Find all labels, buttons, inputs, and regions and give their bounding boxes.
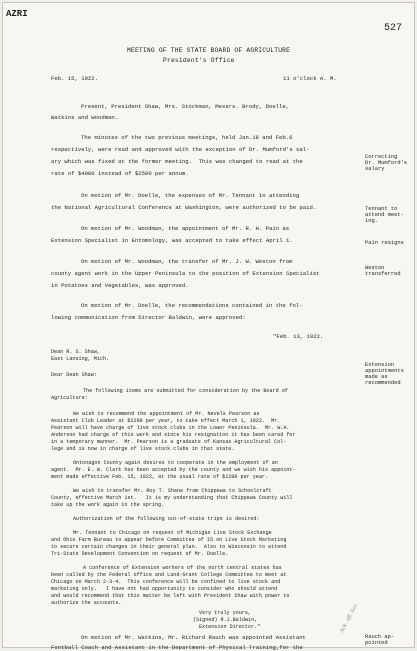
margin-note: Correcting (365, 154, 398, 160)
text-line: Authorization of the following out-of-state trips is desired: (73, 516, 260, 522)
letter-signature: (Signed) R.J.Baldwin, (193, 617, 258, 623)
meeting-title: MEETING OF THE STATE BOARD OF AGRICULTURE (127, 47, 291, 54)
text-line: Watkins and Woodman. (51, 114, 119, 121)
page-number: 527 (384, 23, 403, 34)
text-line: lowing communication from Director Baldwin, were approved: (51, 314, 246, 321)
meeting-time: 11 o'clock A. M. (283, 75, 337, 82)
meeting-date: Feb. 15, 1922. (51, 75, 98, 82)
text-line: marketing only. I have not had opportunity to consider who should attend (51, 586, 278, 592)
text-line: County, effective March 1st. It is my understanding that Chippewa County will (51, 495, 293, 501)
margin-note: Rauch ap- (365, 634, 395, 640)
text-line: Assistant Club Leader at $2200 per year, to take effect March 1, 1922. Mr. (51, 418, 281, 424)
text-line: Ontonagon County again desires to cooperate in the employment of an (73, 460, 278, 466)
text-line: Mr. Tennant to Chicago on request of Michigan Live Stock Exchange (73, 530, 272, 536)
letter-addressee: Dean R. S. Shaw, (51, 349, 100, 355)
text-line: ment made effective Feb. 15, 1922, at the usual rate of $1200 per year. (51, 474, 269, 480)
text-line: On motion of Mr. Woodman, the transfer of Mr. J. W. Weston from (81, 258, 293, 265)
text-line: The minutes of the two previous meetings, held Jan.18 and Feb.6 (81, 134, 293, 141)
office-subtitle: President's Office (163, 57, 235, 64)
margin-note: Dr. Mumford's (365, 160, 408, 166)
text-line: in Potatoes and Vegetables, was approved. (51, 282, 189, 289)
text-line: Pearson will have charge of live stock clubs in the Lower Peninsula. Mr. W.A. (51, 425, 290, 431)
text-line: and Ohio Farm Bureau to appear before Committee of 15 on Live Stock Marketing (51, 537, 287, 543)
letter-closing: Very truly yours, (199, 610, 251, 616)
text-line: Agriculture: (51, 395, 88, 401)
margin-note: made as (365, 374, 388, 380)
text-line: county agent work in the Upper Peninsula to the position of Extension Specialist (51, 270, 320, 277)
corner-label: AZRI (6, 9, 28, 19)
margin-note: transferred (365, 271, 401, 277)
margin-note: Weston (365, 265, 385, 271)
text-line: We wish to recommend the appointment of Mr. Nevels Pearson as (73, 411, 260, 417)
text-line: respectively, were read and approved with the exception of Dr. Mumford's sal- (51, 146, 310, 153)
text-line: Football Coach and Assistant in the Department of Physical Training,for the (51, 644, 303, 651)
text-line: the National Agricultural Conference at Washington, were authorized to be paid. (51, 204, 317, 211)
minutes-page (2, 2, 415, 651)
text-line: Anderson had charge of this work and since his resignation it has been cared for (51, 432, 296, 438)
text-line: agent. Mr. E. W. Clark has been accepted by the county and we wish his appoint- (51, 467, 296, 473)
margin-note: attend meet- (365, 212, 404, 218)
text-line: and would recommend that this matter be left with President Shaw with power to (51, 593, 290, 599)
text-line: Tri-State Development Convention on request of Mr. Doelle. (51, 551, 229, 557)
text-line: ary which was fixed at the former meeting. This was changed to read at the (51, 158, 303, 165)
margin-note: salary (365, 166, 385, 172)
text-line: in a temporary manner. Mr. Pearson is a graduate of Kansas Agricultural Col- (51, 439, 287, 445)
text-line: authorize the accounts. (51, 600, 122, 606)
margin-note: appointments (365, 368, 404, 374)
text-line: On motion of Mr. Doelle, the recommendations contained in the fol- (81, 302, 303, 309)
text-line: On motion of Mr. Watkins, Mr. Richard Rauch was appointed Assistant (81, 634, 306, 641)
text-line: On motion of Mr. Woodman, the appointment of Mr. R. H. Pain as (81, 225, 290, 232)
margin-note: recommended (365, 380, 401, 386)
text-line: Extension Specialist in Entomology, was accepted to take effect April 1. (51, 237, 293, 244)
margin-note: Pain resigns (365, 240, 404, 246)
letter-salutation: Dear Dean Shaw: (51, 372, 97, 378)
margin-note: Tennant to (365, 206, 398, 212)
text-line: been called by the Federal office and Land-Grant College Committee to meet at (51, 572, 287, 578)
text-line: A conference of Extension workers of the north central states has (83, 565, 282, 571)
margin-note: ing. (365, 218, 378, 224)
margin-note: pointed (365, 640, 388, 646)
text-line: lege and is now in charge of live stock clubs in that state. (51, 446, 235, 452)
text-line: Chicago on March 2-3-4. This conference will be confined to live stock and (51, 579, 281, 585)
text-line: Present, President Shaw, Mrs. Stockman, Messrs. Brody, Doelle, (81, 103, 290, 110)
margin-note: Extension (365, 362, 395, 368)
text-line: We wish to transfer Mr. Roy T. Shane from Chippewa to Schoolcraft (73, 488, 272, 494)
letter-address: East Lansing, Mich. (51, 356, 110, 362)
pencil-annotation: Ack. off. Sec. (339, 601, 360, 634)
letter-date: "Feb. 13, 1922. (273, 333, 324, 340)
text-line: to secure certain changes in their general plan. Also to Wisconsin to attend (51, 544, 287, 550)
letter-signer-title: Extension Director." (199, 624, 261, 630)
text-line: On motion of Mr. Doelle, the expenses of Mr. Tennant in attending (81, 192, 300, 199)
text-line: The following items are submitted for consideration by the Board of (83, 388, 288, 394)
text-line: rate of $4000 instead of $2500 per annum. (51, 170, 189, 177)
text-line: take up the work again in the spring. (51, 502, 165, 508)
